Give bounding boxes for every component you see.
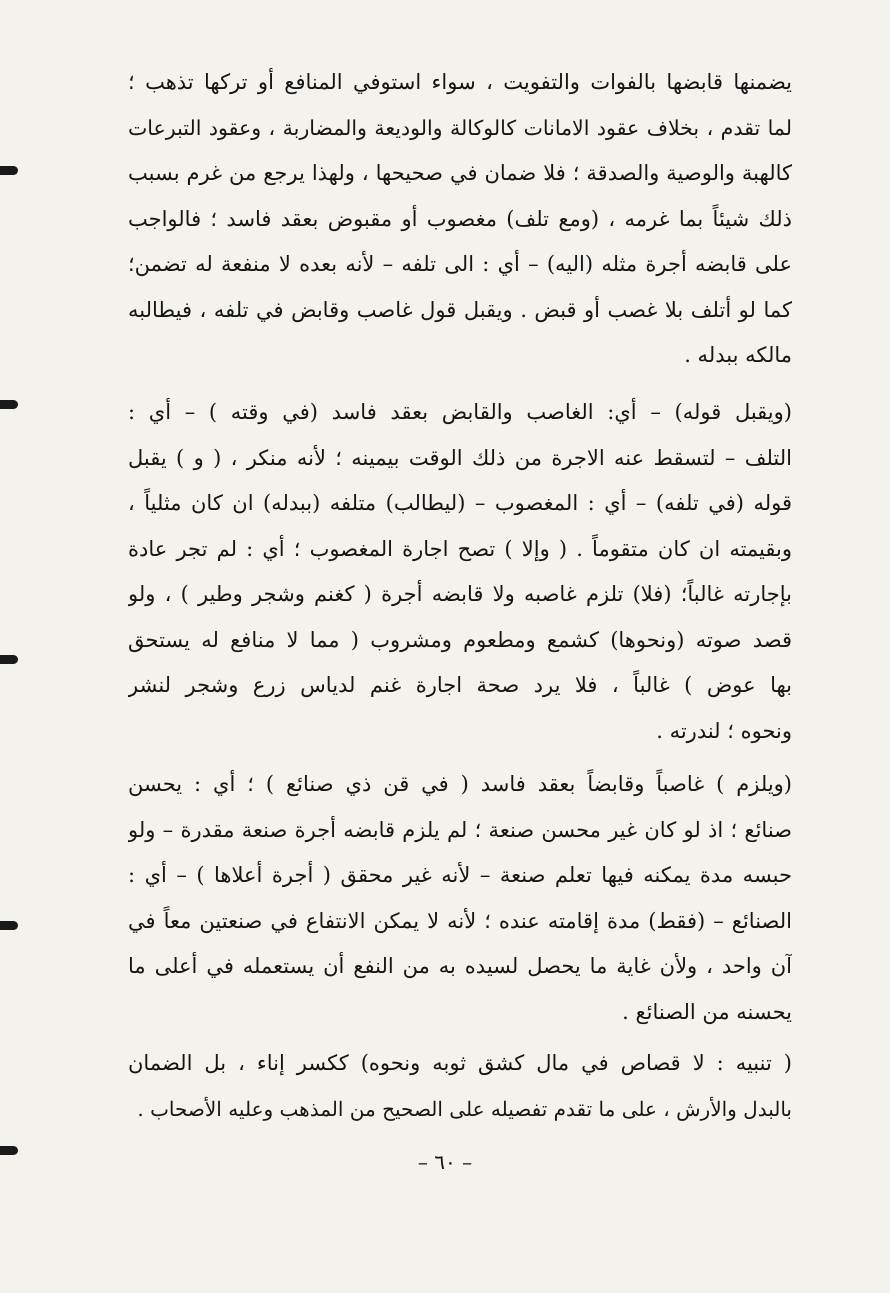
- text-line: لما تقدم ، بخلاف عقود الامانات كالوكالة والوديعة والمضاربة ، وعقود التبرعات: [128, 115, 792, 140]
- text-line: وبقيمته ان كان متقوماً . ( وإلا ) تصح اجارة المغصوب ؛ أي : لم تجر عادة: [128, 536, 792, 561]
- text-line: بها عوض ) غالباً ، فلا يرد صحة اجارة غنم لدياس زرع وشجر لنشر: [128, 673, 792, 697]
- text-line: يضمنها قابضها بالفوات والتفويت ، سواء استوفي المنافع أو تركها تذهب ؛: [128, 70, 792, 94]
- text-line: الصنائع – (فقط) مدة إقامته عنده ؛ لأنه لا يمكن الانتفاع في صنعتين معاً في: [128, 908, 792, 933]
- text-line: كما لو أتلف بلا غصب أو قبض . ويقبل قول غاصب وقابض في تلفه ، فيطالبه: [128, 297, 792, 322]
- paragraph-4: [128, 1041, 792, 1132]
- text-line: كالهبة والوصية والصدقة ؛ فلا ضمان في صحيحها ، ولهذا يرجع من غرم بسبب: [128, 161, 792, 185]
- text-line: قوله (في تلفه) – أي : المغصوب – (ليطالب) متلفه (ببدله) ان كان مثلياً ،: [128, 491, 792, 515]
- binding-hole-mark: [0, 166, 18, 175]
- text-line: مالكه ببدله .: [684, 343, 792, 367]
- text-line: ونحوه ؛ لندرته .: [656, 718, 792, 743]
- text-line: يحسنه من الصنائع .: [622, 999, 792, 1024]
- binding-hole-mark: [0, 1146, 18, 1155]
- paragraph-3: [128, 762, 792, 1035]
- text-line: ذلك شيئاً بما غرمه ، (ومع تلف) مغصوب أو مقبوض بعقد فاسد ؛ فالواجب: [128, 206, 792, 231]
- text-line: آن واحد ، ولأن غاية ما يحصل لسيده به من النفع أن يستعمله في أعلى ما: [128, 954, 792, 978]
- binding-hole-mark: [0, 655, 18, 664]
- text-line: قصد صوته (ونحوها) كشمع ومطعوم ومشروب ( مما لا منافع له يستحق: [128, 627, 792, 652]
- binding-hole-mark: [0, 400, 18, 409]
- text-line: صنائع ؛ اذ لو كان غير محسن صنعة ؛ لم يلزم قابضه أجرة صنعة مقدرة – ولو: [128, 817, 792, 842]
- paragraph-2: [128, 390, 792, 754]
- text-line: (ويقبل قوله) – أي: الغاصب والقابض بعقد فاسد (في وقته ) – أي :: [128, 400, 792, 424]
- text-line: حبسه مدة يمكنه فيها تعلم صنعة – لأنه غير محقق ( أجرة أعلاها ) – أي :: [128, 863, 792, 887]
- text-line: بالبدل والأرش ، على ما تقدم تفصيله على الصحيح من المذهب وعليه الأصحاب .: [137, 1096, 792, 1121]
- text-line: ( تنبيه : لا قصاص في مال كشق ثوبه ونحوه) ككسر إناء ، بل الضمان: [128, 1051, 792, 1075]
- paragraph-1: [128, 60, 792, 379]
- text-line: التلف – لتسقط عنه الاجرة من ذلك الوقت بيمينه ؛ لأنه منكر ، ( و ) يقبل: [128, 445, 792, 470]
- text-line: (ويلزم ) غاصباً وقابضاً بعقد فاسد ( في قن ذي صنائع ) ؛ أي : يحسن: [128, 772, 792, 796]
- text-line: على قابضه أجرة مثله (اليه) – أي : الى تلفه – لأنه بعده لا منفعة له تضمن؛: [128, 252, 792, 276]
- page-number: – ٦٠ –: [417, 1150, 473, 1174]
- text-line: بإجارته غالباً؛ (فلا) تلزم غاصبه ولا قابضه أجرة ( كغنم وشجر وطير ) ، ولو: [128, 582, 792, 606]
- binding-hole-mark: [0, 921, 18, 930]
